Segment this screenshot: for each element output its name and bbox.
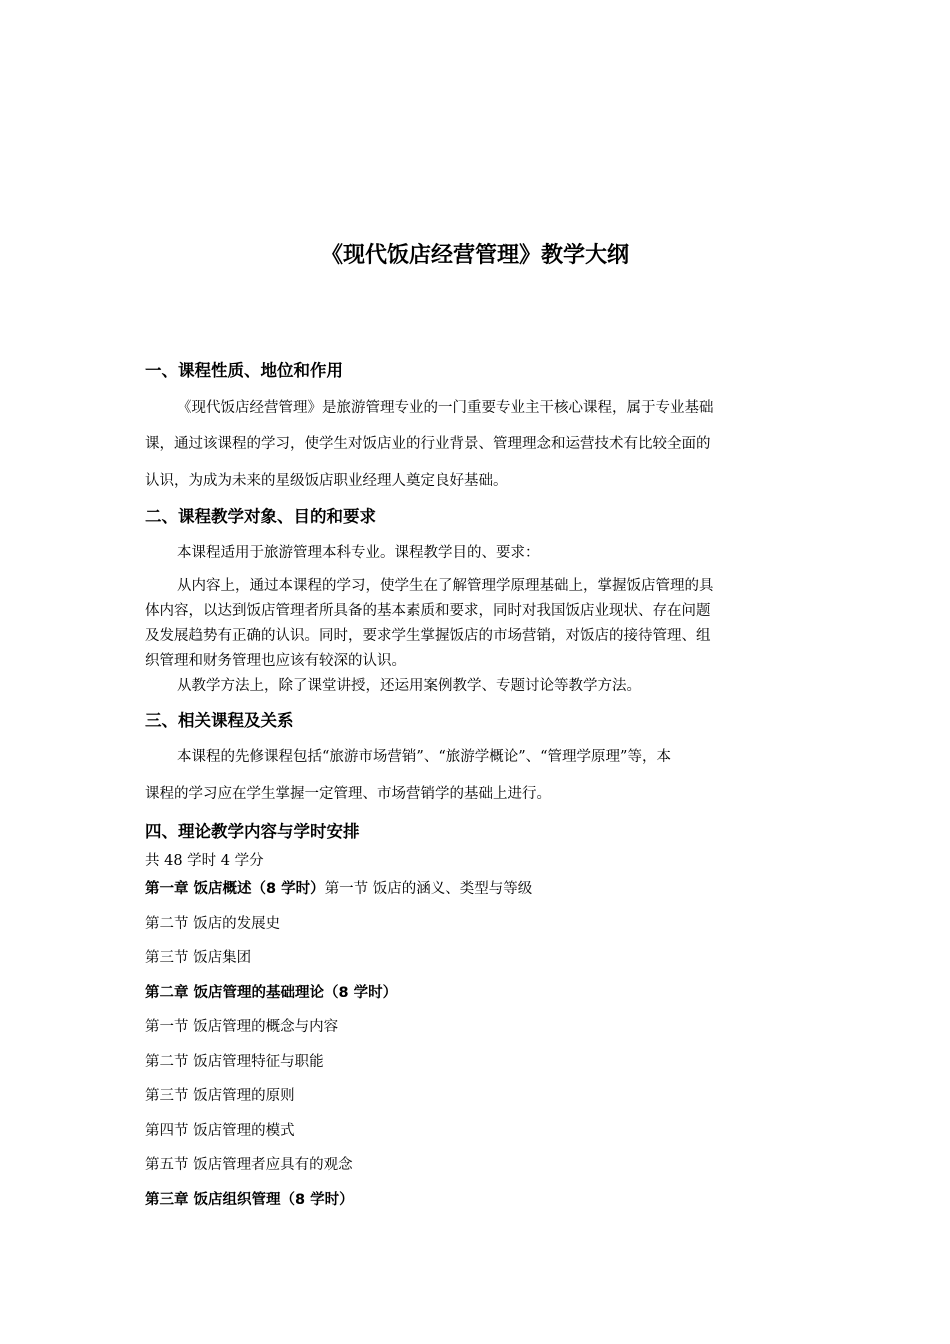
section-heading-3: 三、相关课程及关系 (145, 711, 294, 730)
chapter-2-section: 第三节 饭店管理的原则 (145, 1088, 295, 1104)
chapter-2-title: 第二章 饭店管理的基础理论（8 学时） (145, 985, 398, 1001)
chapter-1-line (145, 877, 532, 901)
section-heading-4: 四、理论教学内容与学时安排 (145, 822, 360, 841)
paragraph-line: 课程的学习应在学生掌握一定管理、市场营销学的基础上进行。 (145, 786, 551, 802)
paragraph-line: 课，通过该课程的学习，使学生对饭店业的行业背景、管理理念和运营技术有比较全面的 (145, 436, 711, 452)
section-heading-1: 一、课程性质、地位和作用 (145, 361, 343, 380)
paragraph-line: 认识，为成为未来的星级饭店职业经理人奠定良好基础。 (145, 473, 508, 489)
paragraph-line: 从内容上，通过本课程的学习，使学生在了解管理学原理基础上，掌握饭店管理的具 (177, 578, 714, 594)
chapter-2-section: 第四节 饭店管理的模式 (145, 1123, 295, 1139)
chapter-3-title: 第三章 饭店组织管理（8 学时） (145, 1192, 354, 1208)
paragraph-line: 《现代饭店经营管理》是旅游管理专业的一门重要专业主干核心课程，属于专业基础 (177, 400, 714, 416)
paragraph-line: 体内容，以达到饭店管理者所具备的基本素质和要求，同时对我国饭店业现状、存在问题 (145, 603, 711, 619)
chapter-1-section: 第二节 饭店的发展史 (145, 916, 281, 932)
section-heading-2: 二、课程教学对象、目的和要求 (145, 507, 376, 526)
chapter-1-section-1: 第一节 饭店的涵义、类型与等级 (324, 881, 533, 897)
chapter-1-title: 第一章 饭店概述（8 学时） (145, 881, 325, 897)
document-title: 《现代饭店经营管理》教学大纲 (320, 243, 629, 268)
credit-hours: 共 48 学时 4 学分 (145, 853, 264, 869)
paragraph-line: 本课程的先修课程包括“旅游市场营销”、“旅游学概论”、“管理学原理”等，本 (177, 749, 671, 765)
chapter-2-section: 第二节 饭店管理特征与职能 (145, 1054, 324, 1070)
paragraph-line: 及发展趋势有正确的认识。同时，要求学生掌握饭店的市场营销，对饭店的接待管理、组 (145, 628, 711, 644)
chapter-1-section: 第三节 饭店集团 (145, 950, 252, 966)
paragraph-line: 从教学方法上，除了课堂讲授，还运用案例教学、专题讨论等教学方法。 (177, 678, 641, 694)
paragraph-line: 本课程适用于旅游管理本科专业。课程教学目的、要求： (177, 545, 540, 561)
paragraph-line: 织管理和财务管理也应该有较深的认识。 (145, 653, 406, 669)
chapter-2-section: 第五节 饭店管理者应具有的观念 (145, 1157, 353, 1173)
chapter-2-section: 第一节 饭店管理的概念与内容 (145, 1019, 339, 1035)
